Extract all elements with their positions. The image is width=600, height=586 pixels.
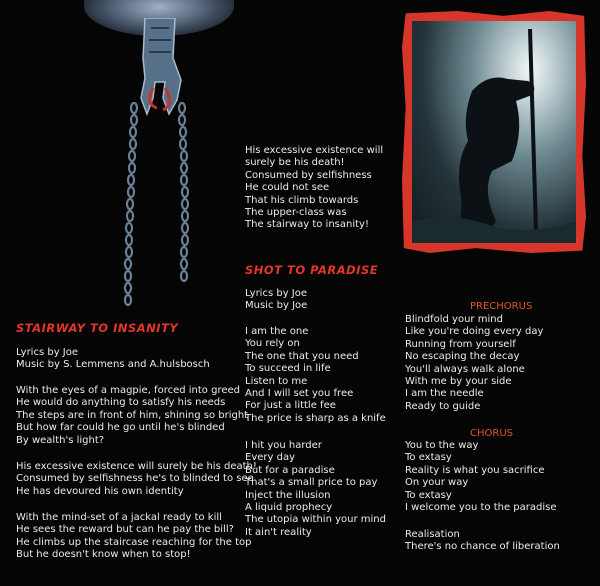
lyric-line: By wealth's light?: [16, 434, 105, 446]
section-label-prechorus: PRECHORUS: [470, 301, 533, 312]
verse-block: [16, 385, 248, 447]
lyric-line: You rely on: [245, 338, 300, 350]
lyric-line: I hit you harder: [245, 440, 322, 451]
lyric-line: That's a small price to pay: [245, 477, 378, 489]
lyric-line: That his climb towards: [245, 194, 359, 206]
verse-block: [245, 145, 383, 232]
lyric-line: To extasy: [405, 452, 452, 464]
lyric-line: I am the one: [245, 326, 309, 337]
lyric-line: Inject the illusion: [245, 489, 331, 501]
credits-paradise: [245, 288, 307, 313]
lyric-line: His excessive existence will: [245, 145, 384, 156]
music-credit: Music by S. Lemmens and A.hulsbosch: [16, 359, 210, 371]
lyric-line: To extasy: [405, 489, 452, 501]
lyric-line: Reality is what you sacrifice: [405, 464, 545, 476]
lyric-line: And I will set you free: [245, 388, 354, 400]
lyric-line: The price is sharp as a knife: [245, 412, 386, 424]
lyric-line: He would do anything to satisfy his needs: [16, 397, 226, 409]
lyric-line: With the eyes of a magpie, forced into greed: [16, 385, 240, 396]
lyric-line: It ain't reality: [245, 526, 312, 538]
lyric-line: The upper-class was: [245, 207, 347, 219]
lyric-line: On your way: [405, 477, 469, 489]
lyric-line: I am the needle: [405, 388, 484, 400]
lyric-line: Realisation: [405, 529, 460, 540]
lyric-line: Consumed by selfishness he's to blinded to see: [16, 473, 254, 485]
lyric-line: To succeed in life: [245, 363, 331, 375]
lyric-line: With the mind-set of a jackal ready to kill: [16, 512, 222, 523]
lyric-line: No escaping the decay: [405, 351, 520, 363]
lyric-line: Ready to guide: [405, 400, 481, 412]
prechorus-block: [405, 314, 543, 413]
credits-stairway: [16, 347, 210, 372]
lyric-line: I welcome you to the paradise: [405, 502, 557, 514]
outro-block: [405, 529, 560, 554]
music-credit: Music by Joe: [245, 300, 308, 312]
lyric-line: He climbs up the staircase reaching for the top: [16, 536, 252, 548]
chains-image: [100, 100, 200, 310]
lyric-line: For just a little fee: [245, 400, 336, 412]
lyric-line: You'll always walk alone: [405, 363, 525, 375]
song-title-shot-to-paradise: SHOT TO PARADISE: [245, 263, 379, 277]
song-title-stairway: STAIRWAY TO INSANITY: [16, 321, 179, 335]
lyric-line: The one that you need: [245, 350, 359, 362]
lyrics-credit: Lyrics by Joe: [245, 288, 308, 299]
lyric-line: Consumed by selfishness: [245, 169, 372, 181]
lyric-line: Listen to me: [245, 375, 308, 387]
guitarist-silhouette: [412, 21, 576, 243]
lyric-line: Every day: [245, 452, 295, 464]
lyric-line: But how far could he go until he's blinded: [16, 422, 225, 434]
lyric-line: The utopia within your mind: [245, 514, 386, 526]
lyric-line: You to the way: [405, 440, 479, 451]
verse-block: [16, 461, 257, 498]
lyric-line: His excessive existence will surely be his death!: [16, 461, 257, 472]
section-label-chorus: CHORUS: [470, 428, 513, 439]
lyric-line: The steps are in front of him, shining so bright: [16, 409, 249, 421]
lyric-line: Running from yourself: [405, 338, 516, 350]
verse-block: [16, 512, 252, 562]
lyric-line: He could not see: [245, 182, 330, 194]
lyric-line: surely be his death!: [245, 157, 345, 169]
lyrics-credit: Lyrics by Joe: [16, 347, 79, 358]
lyric-line: He has devoured his own identity: [16, 485, 184, 497]
verse-block: [245, 440, 386, 539]
lyric-line: Like you're doing every day: [405, 326, 544, 338]
lyric-line: But he doesn't know when to stop!: [16, 549, 191, 561]
chorus-block: [405, 440, 557, 514]
lyric-line: But for a paradise: [245, 464, 335, 476]
lyric-line: He sees the reward but can he pay the bill?: [16, 524, 234, 536]
lyric-line: Blindfold your mind: [405, 314, 503, 325]
verse-block: [245, 326, 386, 425]
band-photo: [412, 21, 576, 243]
lyric-line: There's no chance of liberation: [405, 541, 560, 553]
lyric-line: A liquid prophecy: [245, 502, 333, 514]
lyric-line: With me by your side: [405, 376, 512, 388]
lyric-line: The stairway to insanity!: [245, 219, 369, 231]
